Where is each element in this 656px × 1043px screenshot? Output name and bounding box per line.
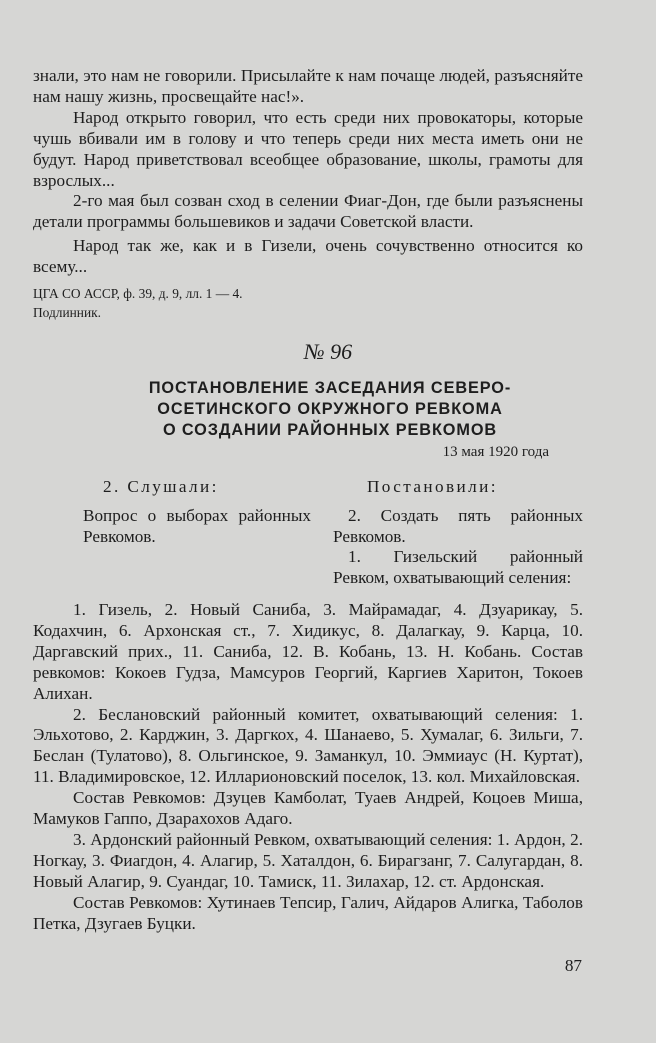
source-citation: ЦГА СО АССР, ф. 39, д. 9, лл. 1 — 4.: [33, 286, 243, 301]
paragraph: Народ так же, как и в Гизели, очень сочувственно относится ко всему...: [33, 236, 583, 277]
paragraph: Состав Ревкомов: Хутинаев Тепсир, Галич, Айдаров Алигка, Таболов Петка, Дзугаев Буцки.: [33, 892, 583, 933]
title-line: ПОСТАНОВЛЕНИЕ ЗАСЕДАНИЯ СЕВЕРО-: [148, 379, 512, 397]
paragraph: 2-го мая был созван сход в селении Фиаг-Дон, где были разъяснены детали программы большевиков и задачи Советской власти.: [33, 191, 583, 232]
paragraph: 3. Ардонский районный Ревком, охватывающий селения: 1. Ардон, 2. Ногкау, 3. Фиагдон, 4. Алагир, 5. Хаталдон, 6. Бирагзанг, 7. Салугардан, 8. Новый Алагир, 9. Суандаг, 10. Тамиск, 11. Зилахар, 12. ст. Ардонская.: [33, 829, 583, 891]
resolved-item: 2. Создать пять районных Ревкомов.: [333, 506, 583, 546]
paragraph: 2. Беслановский районный комитет, охватывающий селения: 1. Эльхотово, 2. Карджин, 3. Даргкох, 4. Шанаево, 5. Хумалаг, 6. Зильги, 7. Беслан (Тулатово), 8. Ольгинское, 9. Заманкул, 10. Эммиаус (Н. Куртат), 11. Владимировское, 12. Илларионовский поселок, 13. кол. Михайловская.: [33, 704, 583, 787]
paragraph: знали, это нам не говорили. Присылайте к нам почаще людей, разъясняйте нам нашу жизнь, просвещайте нас!».: [33, 66, 583, 106]
resolved-subitem: 1. Гизельский районный Ревком, охватывающий селения:: [333, 547, 583, 587]
page-number: 87: [564, 956, 582, 975]
main-body: [33, 600, 583, 935]
document-number: № 96: [303, 339, 353, 364]
heard-column: [33, 476, 311, 547]
paragraph: Состав Ревкомов: Дзуцев Камболат, Туаев Андрей, Коцоев Миша, Мамуков Гаппо, Дзарахохов Адаго.: [33, 788, 583, 829]
document-title: [80, 378, 580, 440]
paragraph: Народ открыто говорил, что есть среди них провокаторы, которые чушь вбивали им в голову и что теперь среди них места иметь они не будут. Народ приветствовал всеобщее образование, школы, грамоты для взрослых...: [33, 107, 583, 190]
resolved-column: [333, 476, 583, 588]
heard-heading: 2. Слушали:: [103, 477, 219, 496]
paragraph: 1. Гизель, 2. Новый Саниба, 3. Майрамадаг, 4. Дзуарикау, 5. Кодахчин, 6. Архонская ст., 7. Хидикус, 8. Далагкау, 9. Карца, 10. Даргавский прих., 11. Саниба, 12. В. Кобань, 13. Н. Кобань. Состав ревкомов: Кокоев Гудза, Мамсуров Георгий, Каргиев Харитон, Токоев Алихан.: [33, 600, 583, 703]
source-note: Подлинник.: [33, 305, 101, 320]
document-date: 13 мая 1920 года: [442, 444, 549, 460]
resolved-heading: Постановили:: [367, 477, 498, 496]
archive-source: [33, 284, 583, 322]
heard-text: Вопрос о выборах районных Ревкомов.: [83, 506, 311, 546]
preamble-text: [33, 66, 583, 278]
title-line: ОСЕТИНСКОГО ОКРУЖНОГО РЕВКОМА: [157, 399, 503, 418]
title-line: О СОЗДАНИИ РАЙОННЫХ РЕВКОМОВ: [162, 420, 498, 439]
